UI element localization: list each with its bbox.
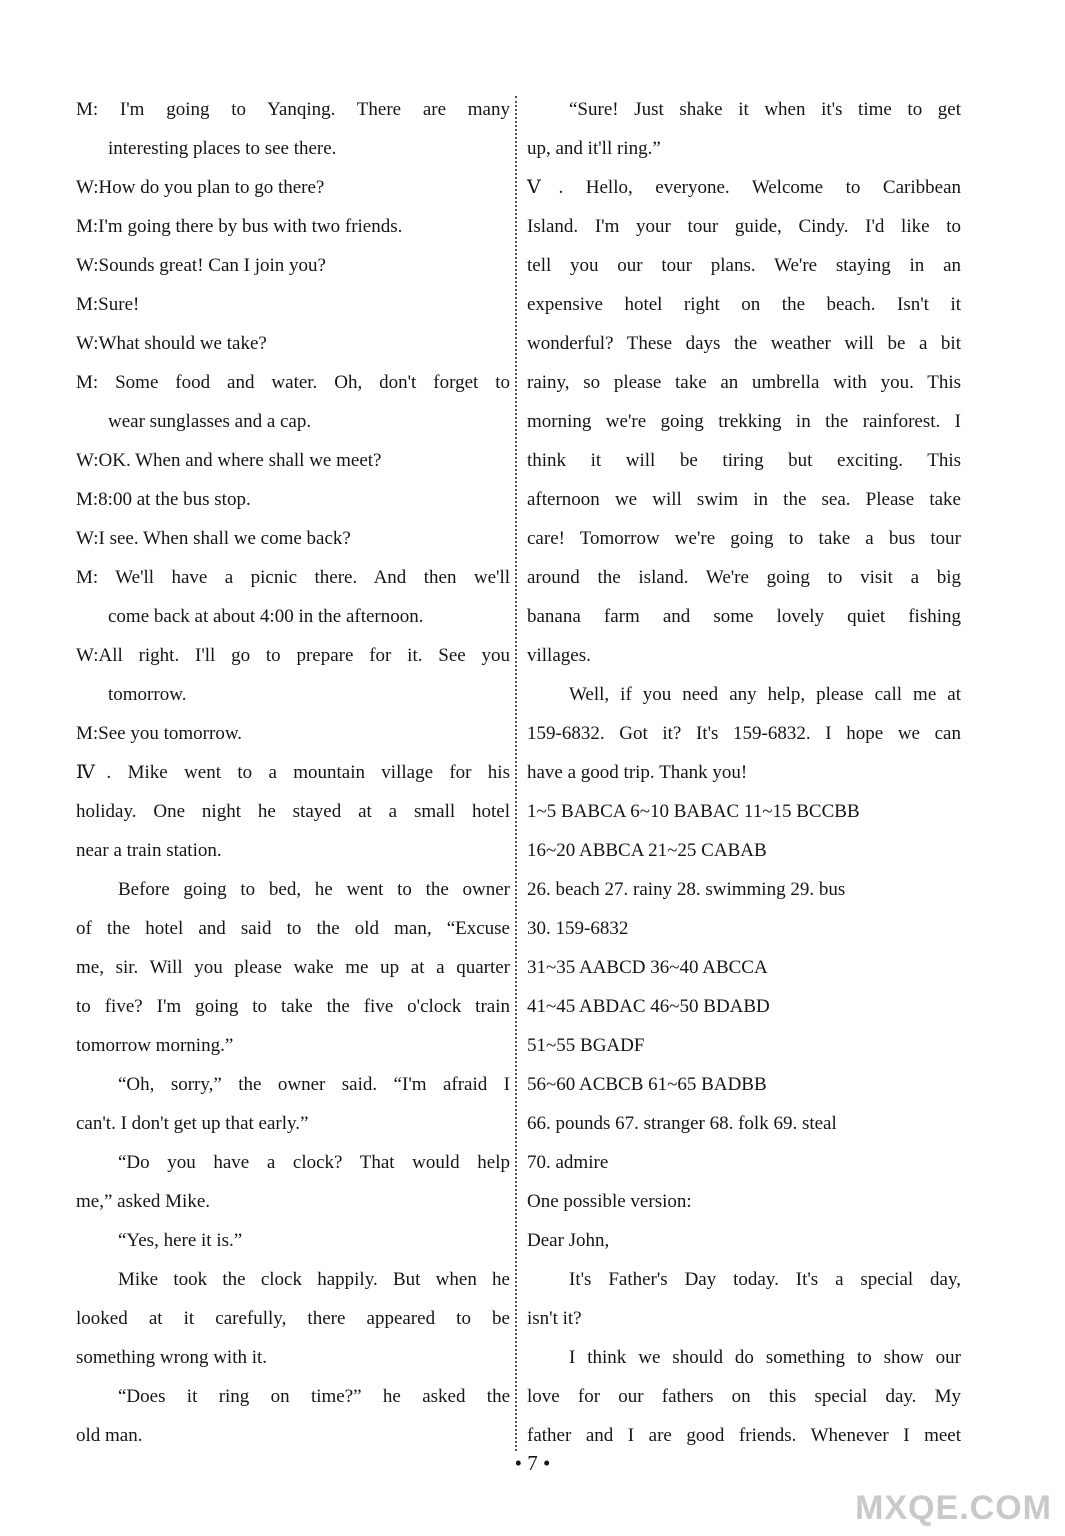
text-line: “Yes, here it is.” — [118, 1230, 243, 1251]
text-line: tell you our tour plans. We're staying in an — [527, 255, 961, 276]
page-number: • 7 • — [514, 1451, 551, 1475]
text-line: Dear John, — [527, 1230, 610, 1251]
text-line: 56~60 ACBCB 61~65 BADBB — [527, 1074, 767, 1095]
text-line: “Does it ring on time?” he asked the — [118, 1386, 510, 1407]
text-line: can't. I don't get up that early.” — [76, 1113, 309, 1134]
text-line: I think we should do something to show our — [569, 1347, 961, 1368]
text-line: tomorrow morning.” — [76, 1035, 234, 1056]
text-line: holiday. One night he stayed at a small hotel — [76, 801, 510, 822]
text-line: “Oh, sorry,” the owner said. “I'm afraid I — [118, 1074, 510, 1095]
text-line: W:I see. When shall we come back? — [76, 528, 351, 549]
column-divider — [515, 96, 517, 1451]
text-line: something wrong with it. — [76, 1347, 268, 1368]
text-line: up, and it'll ring.” — [527, 138, 661, 159]
text-line: isn't it? — [527, 1308, 582, 1329]
text-line: tomorrow. — [108, 684, 187, 705]
text-line: villages. — [527, 645, 591, 666]
text-line: morning we're going trekking in the rainforest. I — [527, 411, 961, 432]
text-line: 26. beach 27. rainy 28. swimming 29. bus — [527, 879, 846, 900]
text-line: One possible version: — [527, 1191, 692, 1212]
text-line: wear sunglasses and a cap. — [108, 411, 312, 432]
text-line: of the hotel and said to the old man, “Excuse — [76, 918, 510, 939]
watermark-logo — [855, 1462, 1060, 1532]
text-line: Well, if you need any help, please call me at — [569, 684, 961, 705]
text-line: around the island. We're going to visit a big — [527, 567, 961, 588]
text-line: W:OK. When and where shall we meet? — [76, 450, 382, 471]
text-line: Before going to bed, he went to the owner — [118, 879, 510, 900]
text-line: 1~5 BABCA 6~10 BABAC 11~15 BCCBB — [527, 801, 860, 822]
text-line: to five? I'm going to take the five o'clock train — [76, 996, 510, 1017]
text-line: 70. admire — [527, 1152, 609, 1173]
text-line: M: Some food and water. Oh, don't forget to — [76, 372, 510, 393]
text-line: Ⅳ. Mike went to a mountain village for his — [76, 762, 510, 783]
text-line: 66. pounds 67. stranger 68. folk 69. steal — [527, 1113, 837, 1134]
text-line: interesting places to see there. — [108, 138, 337, 159]
text-line: expensive hotel right on the beach. Isn't it — [527, 294, 961, 315]
text-line: 31~35 AABCD 36~40 ABCCA — [527, 957, 768, 978]
text-line: looked at it carefully, there appeared to be — [76, 1308, 510, 1329]
text-line: “Do you have a clock? That would help — [118, 1152, 510, 1173]
text-line: wonderful? These days the weather will be a bit — [527, 333, 961, 354]
text-line: old man. — [76, 1425, 143, 1446]
text-line: M: I'm going to Yanqing. There are many — [76, 99, 510, 120]
text-line: 159-6832. Got it? It's 159-6832. I hope we can — [527, 723, 961, 744]
text-line: rainy, so please take an umbrella with you. This — [527, 372, 961, 393]
watermark-text: MXQE.COM — [855, 1489, 1052, 1527]
right-column — [527, 90, 961, 1455]
text-line: W:What should we take? — [76, 333, 267, 354]
text-line: W:All right. I'll go to prepare for it. See you — [76, 645, 510, 666]
text-line: 16~20 ABBCA 21~25 CABAB — [527, 840, 767, 861]
text-line: afternoon we will swim in the sea. Please take — [527, 489, 961, 510]
text-line: 41~45 ABDAC 46~50 BDABD — [527, 996, 770, 1017]
text-line: M:I'm going there by bus with two friends. — [76, 216, 403, 237]
text-line: me, sir. Will you please wake me up at a quarter — [76, 957, 510, 978]
text-line: love for our fathers on this special day. My — [527, 1386, 961, 1407]
text-line: have a good trip. Thank you! — [527, 762, 748, 783]
text-line: near a train station. — [76, 840, 222, 861]
left-column — [76, 90, 510, 1455]
text-line: M:Sure! — [76, 294, 140, 315]
text-line: 51~55 BGADF — [527, 1035, 645, 1056]
text-line: Ⅴ. Hello, everyone. Welcome to Caribbean — [527, 177, 961, 198]
text-line: come back at about 4:00 in the afternoon. — [108, 606, 424, 627]
text-line: W:Sounds great! Can I join you? — [76, 255, 326, 276]
text-line: Mike took the clock happily. But when he — [118, 1269, 510, 1290]
text-line: “Sure! Just shake it when it's time to get — [569, 99, 961, 120]
text-line: care! Tomorrow we're going to take a bus tour — [527, 528, 961, 549]
text-line: think it will be tiring but exciting. This — [527, 450, 961, 471]
text-line: It's Father's Day today. It's a special day, — [569, 1269, 961, 1290]
text-line: M:See you tomorrow. — [76, 723, 243, 744]
text-line: me,” asked Mike. — [76, 1191, 211, 1212]
text-line: 30. 159-6832 — [527, 918, 629, 939]
text-line: M: We'll have a picnic there. And then we'll — [76, 567, 510, 588]
text-line: father and I are good friends. Whenever I meet — [527, 1425, 961, 1446]
text-line: Island. I'm your tour guide, Cindy. I'd like to — [527, 216, 961, 237]
text-line: W:How do you plan to go there? — [76, 177, 325, 198]
text-line: banana farm and some lovely quiet fishing — [527, 606, 961, 627]
text-line: M:8:00 at the bus stop. — [76, 489, 251, 510]
